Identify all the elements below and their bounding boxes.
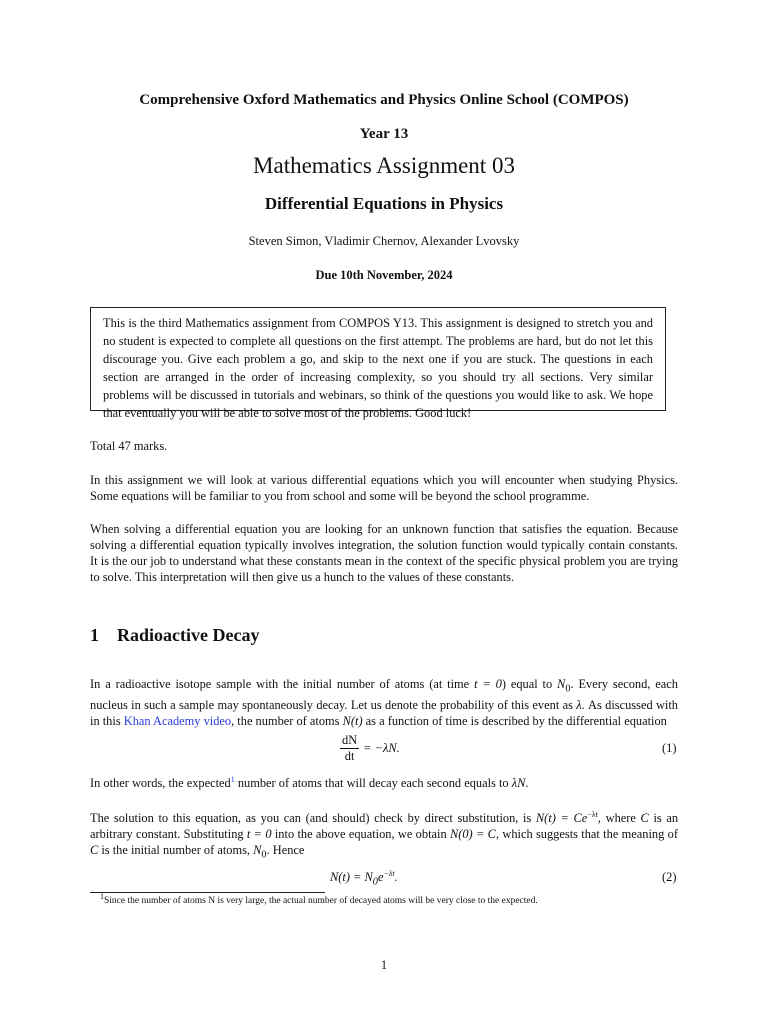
math-Nt: N(t) [342,714,363,729]
text-run: ) equal to [501,677,558,691]
math-exponent: −λt [383,868,395,878]
due-date: Due 10th November, 2024 [315,268,453,282]
equation-2-lhs: N(t) = N [330,870,373,884]
khan-academy-link[interactable]: Khan Academy video [123,714,232,729]
intro-paragraph-2: When solving a differential equation you are looking for an unknown function that satisfies the equation. Because solving a differential equation typically involves integration, the solution function would typically contain constants. It is the our job to understand what these constants mean in the context of the specific physical problem you are trying to solve. This interpretation will then give us a hunch to the values of these constants. [90,522,678,584]
math-subscript: 0 [565,683,571,695]
footnote-divider [90,892,325,893]
text-run: In other words, the expected [90,776,231,790]
equation-1 [340,733,400,764]
text-run: The solution to this equation, as you can (and should) check by direct substitution, is [90,811,536,825]
math-C: C [90,843,99,857]
equation-2 [330,870,398,887]
equation-1-label: (1) [662,741,677,755]
text-run: . [394,870,398,884]
math-t0: t = 0 [246,827,272,841]
math-N0C: N(0) = C [449,827,496,841]
school-name: Comprehensive Oxford Mathematics and Physics Online School (COMPOS) [139,92,629,108]
authors: Steven Simon, Vladimir Chernov, Alexander Lvovsky [248,234,520,248]
text-run: . As discussed with in this [90,698,679,729]
math-subscript: 0 [261,849,267,861]
text-run: . Hence [266,843,305,857]
text-run: number of atoms that will decay each second equals to [234,776,512,790]
text-run: as a function of time is described by the differential equation [362,714,667,729]
fraction-numerator: dN [342,733,358,747]
fraction-denominator: dt [344,749,355,763]
math-lambda: λ [576,698,582,713]
abstract-box: This is the third Mathematics assignment from COMPOS Y13. This assignment is designed to stretch you and no student is expected to complete all questions on the first attempt. The problems are hard, but do not let this discourage you. Give each problem a go, and skip to the next one if you are stuck. The questions in each section are arranged in the order of increasing complexity, so you should try all sections. Very similar problems will be discussed in tutorials and webinars, so think of the questions you would like to ask. We hope that eventually you will be able to solve most of the problems. Good luck! [90,307,666,411]
text-run: , which suggests that the meaning of [495,827,678,841]
text-run: is an arbitrary constant. Substituting [90,811,679,841]
footnote-text: Since the number of atoms N is very large, the actual number of decayed atoms will be very close to the expected. [104,896,538,906]
math-lambdaN: λN [511,776,526,790]
intro-paragraph-1: In this assignment we will look at various differential equations which you will encounter when studying Physics. Some equations will be familiar to you from school and some will be beyond the school programme. [90,473,678,503]
page-title: Mathematics Assignment 03 [253,153,515,178]
text-run: . [525,776,529,790]
math-e: e [377,870,384,884]
derivative-fraction [340,733,359,764]
year-level: Year 13 [359,126,409,142]
text-run: . Every second, each nucleus in such a sample may spontaneously decay. Let us denote the probability of this event as [90,677,678,713]
text-run: In a radioactive isotope sample with the initial number of atoms (at time [90,677,475,691]
math-exponent: −λt [587,809,598,819]
math-C: C [640,811,649,825]
footnote-mark[interactable]: 1 [230,774,235,784]
page-number: 1 [380,958,388,972]
text-run: , the number of atoms [231,714,343,729]
solution-paragraph [90,810,678,863]
math-subscript: 0 [372,876,378,888]
page-subtitle: Differential Equations in Physics [264,194,504,213]
math-t0: t = 0 [474,677,502,691]
text-run: into the above equation, we obtain [271,827,450,841]
footnote-number: 1 [100,891,104,901]
equation-2-label: (2) [662,870,677,884]
text-run: is the initial number of atoms, [98,843,254,857]
section-title: Radioactive Decay [117,625,260,645]
footnote [100,891,680,908]
math-N: N [253,843,262,857]
math-N: N [557,677,566,691]
math-solution: N(t) = Ce [535,811,588,825]
expected-paragraph [90,775,678,791]
equation-1-rhs: = −λN. [363,741,400,755]
text-run: , where [597,811,641,825]
section-number: 1 [90,625,99,645]
total-marks: Total 47 marks. [90,439,168,453]
decay-paragraph [90,676,678,729]
